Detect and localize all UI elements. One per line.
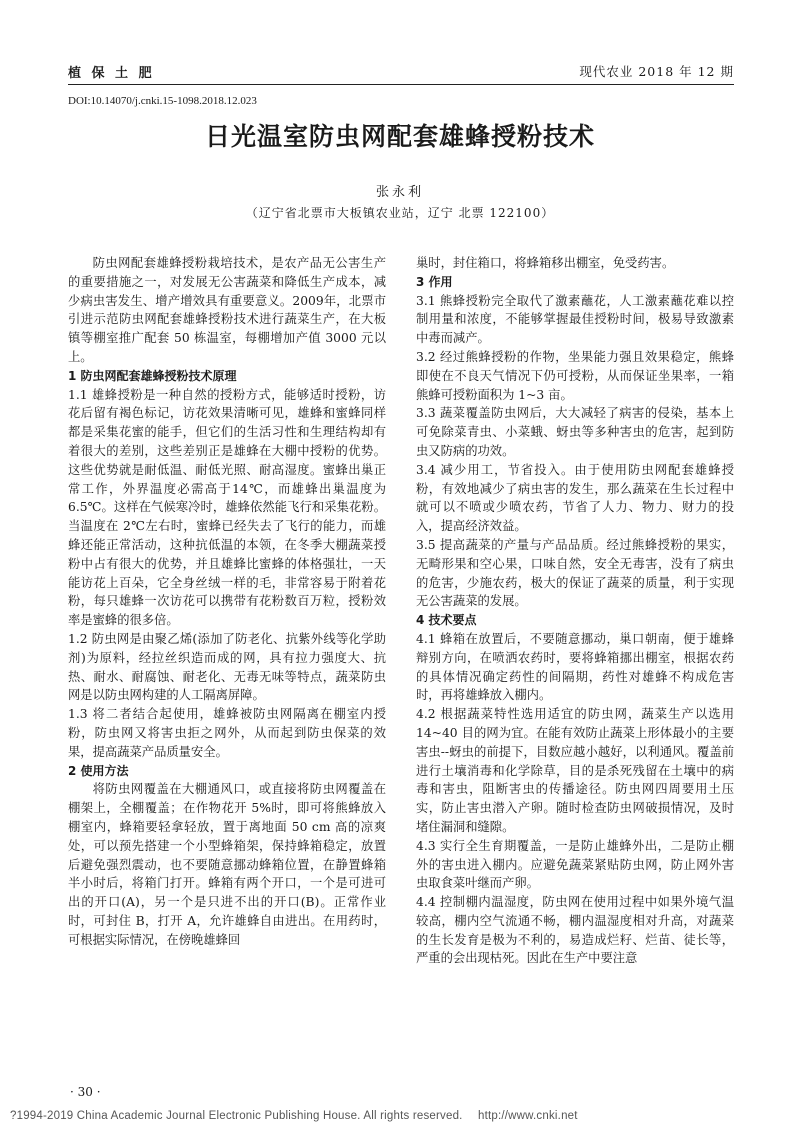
paragraph: 3.2 经过熊蜂授粉的作物，坐果能力强且效果稳定，熊蜂即使在不良天气情况下仍可授粉，从而保证坐果率，一箱熊蜂可授粉面积为 1~3 亩。 bbox=[416, 349, 734, 402]
journal-issue: 现代农业 2018 年 12 期 bbox=[579, 64, 734, 79]
header-rule bbox=[68, 84, 734, 85]
section-heading: 4 技术要点 bbox=[416, 613, 477, 628]
doi: DOI:10.14070/j.cnki.15-1098.2018.12.023 bbox=[68, 95, 257, 107]
section-heading: 1 防虫网配套雄蜂授粉技术原理 bbox=[68, 368, 237, 383]
footer-url[interactable]: http://www.cnki.net bbox=[477, 1110, 578, 1122]
running-header bbox=[68, 62, 734, 82]
section-heading: 3 作用 bbox=[416, 274, 453, 289]
journal-section: 植 保 土 肥 bbox=[68, 66, 155, 81]
paragraph: 3.4 减少用工，节省投入。由于使用防虫网配套雄蜂授粉，有效地减少了病虫害的发生，那么蔬菜在生长过程中就可以不喷或少喷农药，节省了人力、物力、财力的投入，提高经济效益。 bbox=[416, 462, 734, 534]
paragraph: 4.2 根据蔬菜特性选用适宜的防虫网，蔬菜生产以选用 14~40 目的网为宜。在能有效防止蔬菜上形体最小的主要害虫--蚜虫的前提下，目数应越小越好，以利通风。覆盖前进行土壤消毒和化学除草，目的是杀死残留在土壤中的病毒和害虫，阻断害虫的传播途径。防虫网四周要用土压实，防止害虫潜入产卵。随时检查防虫网破损情况，及时堵住漏洞和缝隙。 bbox=[416, 707, 734, 834]
paragraph: 巢时，封住箱口，将蜂箱移出棚室，免受药害。 bbox=[416, 256, 675, 270]
paragraph: 将防虫网覆盖在大棚通风口，或直接将防虫网覆盖在棚架上，全棚覆盖；在作物花开 5%时，即可将熊蜂放入棚室内，蜂箱要轻拿轻放，置于离地面 50 cm 高的凉爽处，可以预先搭建一个小型蜂箱架，保持蜂箱稳定，放置后避免强烈震动，也不要随意挪动蜂箱位置，在静置蜂箱半小时后，将箱门打开。蜂箱有两个开口，一个是可进可出的开口(A)，另一个是只进不出的开口(B)。正常作业时，可封住 B，打开 A，允许雄蜂自由进出。在用药时，可根据实际情况，在傍晚雄蜂回 bbox=[68, 782, 386, 947]
paragraph: 3.1 熊蜂授粉完全取代了激素蘸花，人工激素蘸花难以控制用量和浓度，不能够掌握最佳授粉时间，极易导致激素中毒而减产。 bbox=[416, 293, 734, 346]
paragraph: 4.4 控制棚内温湿度，防虫网在使用过程中如果外境气温较高，棚内空气流通不畅，棚内温湿度相对升高，对蔬菜的生长发育是极为不利的，易造成烂籽、烂苗、徒长等，严重的会出现枯死。因此在生产中要注意 bbox=[416, 895, 734, 966]
page-number: · 30 · bbox=[70, 1085, 101, 1099]
paragraph: 4.1 蜂箱在放置后，不要随意挪动，巢口朝南，便于雄蜂辩别方向，在喷洒农药时，要将蜂箱挪出棚室，根据农药的具体情况确定药性的间隔期，药性对雄蜂不构成危害时，再将雄蜂放入棚内。 bbox=[416, 631, 734, 703]
affiliation: （辽宁省北票市大板镇农业站，辽宁 北票 122100） bbox=[245, 206, 555, 220]
author: 张永利 bbox=[375, 185, 424, 200]
paragraph: 1.2 防虫网是由聚乙烯(添加了防老化、抗紫外线等化学助剂)为原料，经拉丝织造而成的网，具有拉力强度大、抗热、耐水、耐腐蚀、耐老化、无毒无味等特点，蔬菜防虫网是以防虫网构建的人工隔离屏障。 bbox=[68, 631, 386, 703]
paragraph: 1.1 雄蜂授粉是一种自然的授粉方式，能够适时授粉，访花后留有褐色标记，访花效果清晰可见，雄蜂和蜜蜂同样都是采集花蜜的能手，但它们的生活习性和生理结构却有着很大的差别，这些差别正是雄蜂在大棚中授粉的优势。这些优势就是耐低温、耐低光照、耐高湿度。蜜蜂出巢正常工作，外界温度必需高于14℃，而雄蜂出巢温度为 6.5℃。这样在气候寒冷时，雄蜂依然能飞行和采集花粉。当温度在 2℃左右时，蜜蜂已经失去了飞行的能力，而雄蜂还能正常活动，这种抗低温的本领，在冬季大棚蔬菜授粉中占有很大的优势，并且雄蜂比蜜蜂的体格强壮，一天能访花上百朵，它全身丝绒一样的毛，非常容易于附着花粉，每只雄蜂一次访花可以携带有花粉数百万粒，授粉效率是蜜蜂的很多倍。 bbox=[68, 387, 386, 628]
paragraph: 1.3 将二者结合起使用，雄蜂被防虫网隔离在棚室内授粉，防虫网又将害虫拒之网外，从而起到防虫保菜的效果，提高蔬菜产品质量安全。 bbox=[68, 707, 386, 759]
copyright-notice: ?1994-2019 China Academic Journal Electronic Publishing House. All rights reserved. bbox=[10, 1110, 463, 1122]
right-column bbox=[416, 254, 734, 968]
page-footer bbox=[10, 1110, 800, 1122]
section-heading: 2 使用方法 bbox=[68, 763, 129, 778]
left-column bbox=[68, 254, 386, 949]
paragraph: 3.3 蔬菜覆盖防虫网后，大大减轻了病害的侵染，基本上可免除菜青虫、小菜蛾、蚜虫等多种害虫的危害，起到防虫又防病的功效。 bbox=[416, 406, 734, 458]
article-title: 日光温室防虫网配套雄蜂授粉技术 bbox=[204, 122, 595, 151]
paragraph: 3.5 提高蔬菜的产量与产品品质。经过熊蜂授粉的果实，无畸形果和空心果，口味自然，安全无毒害，没有了病虫的危害，少施农药，极大的保证了蔬菜的质量，利于实现无公害蔬菜的发展。 bbox=[416, 537, 734, 609]
paragraph: 防虫网配套雄蜂授粉栽培技术，是农产品无公害生产的重要措施之一，对发展无公害蔬菜和降低生产成本，减少病虫害发生、增产增效具有重要意义。2009年，北票市引进示范防虫网配套雄蜂授粉技术进行蔬菜生产，在大板镇等棚室推广配套 50 栋温室，每棚增加产值 3000 元以上。 bbox=[68, 256, 386, 364]
paragraph: 4.3 实行全生育期覆盖，一是防止雄蜂外出，二是防止棚外的害虫进入棚内。应避免蔬菜紧贴防虫网，防止网外害虫取食菜叶继而产卵。 bbox=[416, 838, 734, 891]
